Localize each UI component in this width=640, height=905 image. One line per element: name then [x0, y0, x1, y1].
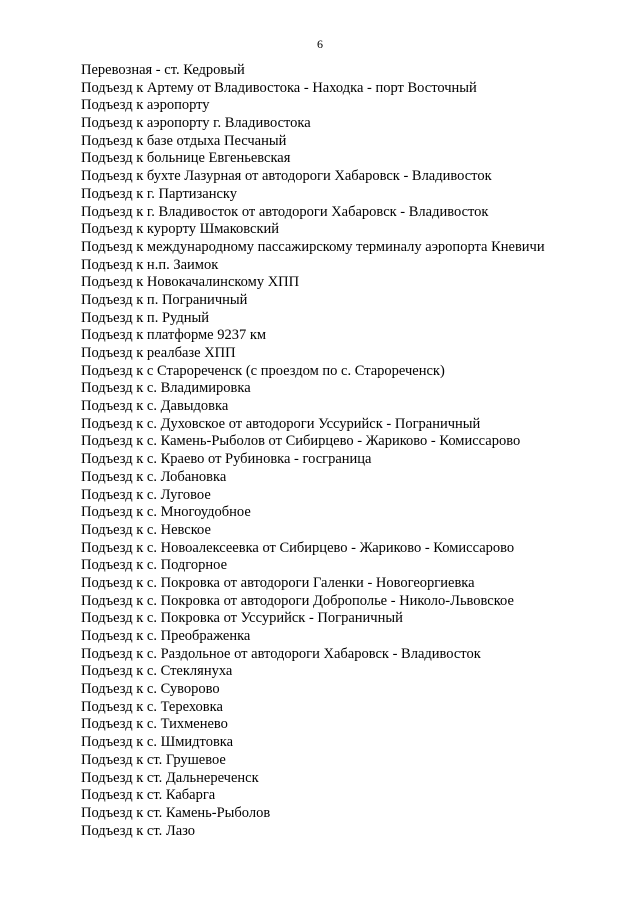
list-item: Подъезд к с. Покровка от автодороги Галенки - Новогеоргиевка — [81, 574, 475, 591]
list-item: Подъезд к ст. Камень-Рыболов — [81, 804, 271, 821]
list-item: Подъезд к с. Духовское от автодороги Уссурийск - Пограничный — [81, 415, 481, 432]
list-item: Подъезд к платформе 9237 км — [81, 327, 267, 344]
list-item: Подъезд к с. Стеклянуха — [81, 663, 233, 680]
list-item: Подъезд к курорту Шмаковский — [81, 221, 280, 238]
list-item: Подъезд к больнице Евгеньевская — [81, 150, 291, 167]
road-list — [81, 62, 626, 840]
list-item: Подъезд к аэропорту — [81, 97, 210, 114]
list-item: Подъезд к с. Луговое — [81, 486, 211, 503]
list-item: Подъезд к с. Краево от Рубиновка - госграница — [81, 451, 372, 468]
list-item: Подъезд к Артему от Владивостока - Находка - порт Восточный — [81, 79, 477, 96]
list-item: Подъезд к п. Рудный — [81, 309, 209, 326]
list-item: Подъезд к п. Пограничный — [81, 291, 248, 308]
list-item: Перевозная - ст. Кедровый — [81, 62, 245, 78]
list-item: Подъезд к с. Камень-Рыболов от Сибирцево - Жариково - Комиссарово — [81, 433, 521, 450]
list-item: Подъезд к с. Лобановка — [81, 468, 227, 485]
list-item: Подъезд к аэропорту г. Владивостока — [81, 115, 311, 132]
list-item: Подъезд к реалбазе ХПП — [81, 345, 236, 361]
list-item: Подъезд к с. Преображенка — [81, 628, 251, 644]
list-item: Подъезд к с. Многоудобное — [81, 504, 251, 521]
list-item: Подъезд к с. Покровка от Уссурийск - Пограничный — [81, 610, 403, 627]
list-item: Подъезд к г. Владивосток от автодороги Хабаровск - Владивосток — [81, 203, 489, 220]
list-item: Подъезд к с. Раздольное от автодороги Хабаровск - Владивосток — [81, 645, 481, 662]
list-item: Подъезд к ст. Кабарга — [81, 787, 216, 804]
list-item: Подъезд к международному пассажирскому терминалу аэропорта Кневичи — [81, 238, 545, 255]
list-item: Подъезд к с. Покровка от автодороги Доброполье - Николо-Львовское — [81, 592, 514, 609]
list-item: Подъезд к г. Партизанску — [81, 185, 238, 202]
list-item: Подъезд к базе отдыха Песчаный — [81, 132, 287, 149]
list-item: Подъезд к с. Тихменево — [81, 716, 228, 733]
list-item: Подъезд к с. Подгорное — [81, 557, 228, 574]
list-item: Подъезд к ст. Дальнереченск — [81, 769, 259, 786]
list-item: Подъезд к с. Тереховка — [81, 698, 223, 715]
list-item: Подъезд к ст. Грушевое — [81, 751, 226, 768]
list-item: Подъезд к с. Новоалексеевка от Сибирцево - Жариково - Комиссарово — [81, 539, 515, 556]
list-item: Подъезд к с. Владимировка — [81, 380, 251, 397]
page-number: 6 — [317, 37, 323, 51]
list-item: Подъезд к бухте Лазурная от автодороги Хабаровск - Владивосток — [81, 168, 492, 185]
list-item: Подъезд к с Старореченск (с проездом по с. Старореченск) — [81, 362, 445, 379]
list-item: Подъезд к ст. Лазо — [81, 822, 196, 839]
list-item: Подъезд к с. Невское — [81, 521, 211, 538]
list-item: Подъезд к с. Шмидтовка — [81, 734, 234, 751]
list-item: Подъезд к с. Суворово — [81, 681, 220, 698]
list-item: Подъезд к с. Давыдовка — [81, 398, 229, 415]
list-item: Подъезд к Новокачалинскому ХПП — [81, 274, 300, 291]
list-item: Подъезд к н.п. Заимок — [81, 256, 219, 273]
